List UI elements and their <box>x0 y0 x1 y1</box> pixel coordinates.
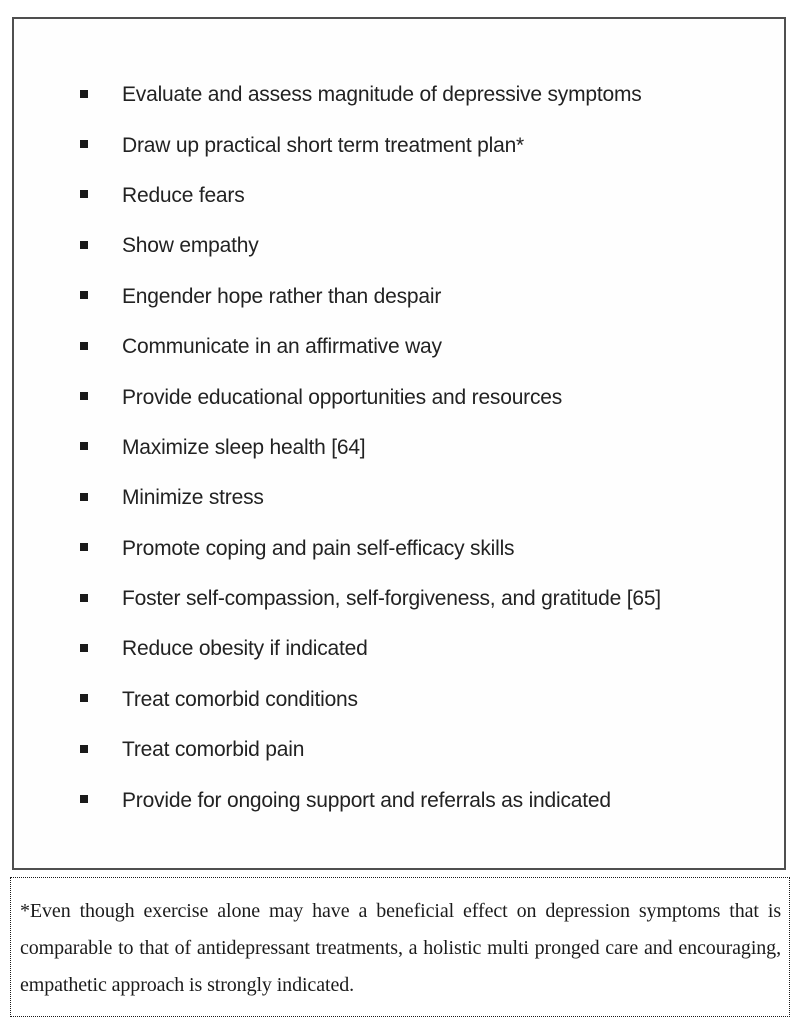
bullet-square-icon <box>80 644 88 652</box>
checklist-box <box>12 17 786 870</box>
footnote-box <box>10 877 790 1017</box>
list-item <box>14 120 784 170</box>
list-item <box>14 675 784 725</box>
list-item <box>14 624 784 674</box>
footnote-text: *Even though exercise alone may have a beneficial effect on depression symptoms that is comparable to that of antidepressant treatments, a holistic multi pronged care and encouraging, empathetic approach is strongly indicated. <box>20 900 781 996</box>
bullet-square-icon <box>80 442 88 450</box>
bullet-square-icon <box>80 795 88 803</box>
bullet-square-icon <box>80 342 88 350</box>
bullet-square-icon <box>80 190 88 198</box>
bullet-square-icon <box>80 241 88 249</box>
list-item-text: Provide for ongoing support and referrals as indicated <box>122 788 611 812</box>
bullet-square-icon <box>80 694 88 702</box>
list-item-text: Reduce obesity if indicated <box>122 637 368 661</box>
list-item <box>14 322 784 372</box>
list-item <box>14 574 784 624</box>
bullet-square-icon <box>80 543 88 551</box>
list-item <box>14 221 784 271</box>
list-item <box>14 372 784 422</box>
bullet-square-icon <box>80 140 88 148</box>
list-item <box>14 272 784 322</box>
bullet-square-icon <box>80 90 88 98</box>
list-item-text: Show empathy <box>122 234 259 258</box>
list-item-text: Treat comorbid pain <box>122 738 305 762</box>
list-item <box>14 725 784 775</box>
list-item <box>14 171 784 221</box>
list-item-text: Draw up practical short term treatment plan* <box>122 133 525 157</box>
bullet-square-icon <box>80 594 88 602</box>
list-item-text: Foster self-compassion, self-forgiveness, and gratitude [65] <box>122 587 661 611</box>
bullet-square-icon <box>80 291 88 299</box>
bullet-list <box>14 19 784 826</box>
list-item-text: Engender hope rather than despair <box>122 284 442 308</box>
list-item <box>14 775 784 825</box>
list-item <box>14 70 784 120</box>
list-item-text: Promote coping and pain self-efficacy skills <box>122 536 515 560</box>
list-item <box>14 473 784 523</box>
bullet-square-icon <box>80 745 88 753</box>
bullet-square-icon <box>80 392 88 400</box>
list-item-text: Maximize sleep health [64] <box>122 435 366 459</box>
list-item <box>14 423 784 473</box>
list-item-text: Minimize stress <box>122 486 264 510</box>
list-item-text: Treat comorbid conditions <box>122 687 358 711</box>
list-item-text: Evaluate and assess magnitude of depressive symptoms <box>122 83 642 107</box>
bullet-square-icon <box>80 493 88 501</box>
list-item-text: Communicate in an affirmative way <box>122 335 442 359</box>
list-item <box>14 524 784 574</box>
list-item-text: Provide educational opportunities and resources <box>122 385 563 409</box>
list-item-text: Reduce fears <box>122 183 245 207</box>
